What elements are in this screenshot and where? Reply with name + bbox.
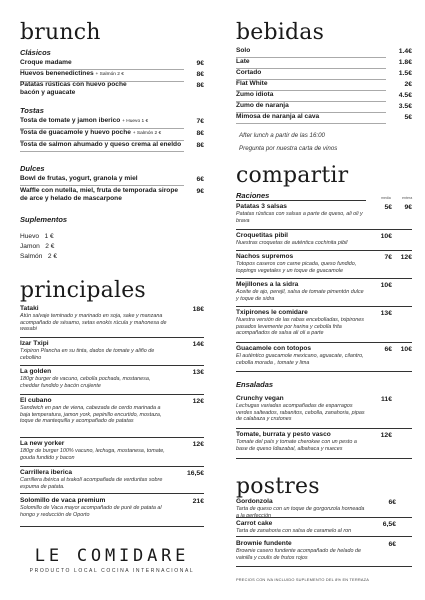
menu-item xyxy=(20,70,184,82)
menu-item xyxy=(236,498,366,519)
raciones-label: Raciones xyxy=(236,191,270,200)
item-price-half: 13€ xyxy=(380,310,392,317)
item-price-half: 10€ xyxy=(380,282,392,289)
item-supplement: + Huevo 1 € xyxy=(122,119,149,124)
item-name: Brownie fundente xyxy=(236,540,292,547)
menu-item xyxy=(236,47,386,58)
item-name: La new yorker xyxy=(20,440,65,447)
menu-item xyxy=(236,69,386,80)
item-name: Guacamole con totopos xyxy=(236,345,312,352)
item-name: Flat White xyxy=(236,80,268,87)
item-price-half: 6€ xyxy=(384,346,392,353)
menu-item xyxy=(20,340,170,361)
item-name: Patatas 3 salsas xyxy=(236,203,287,210)
item-price: 13€ xyxy=(192,369,204,376)
item-description: El auténtico guacamole mexicano, aguacate, cilantro, cebolla morada , tomate y lima xyxy=(236,353,364,366)
item-price-full: 12€ xyxy=(400,254,412,261)
item-price: 12€ xyxy=(192,398,204,405)
item-name: Waffle con nutella, miel, fruta de temporada sirope de arce y helado de mascarpone xyxy=(20,187,179,203)
divider xyxy=(236,458,412,459)
item-name: Carrot cake xyxy=(236,520,273,527)
item-name: Zumo de naranja xyxy=(236,102,289,109)
item-name: Mimosa de naranja al cava xyxy=(236,113,320,120)
menu-item xyxy=(236,540,366,561)
menu-item xyxy=(20,368,170,389)
item-price: 16,5€ xyxy=(186,470,204,477)
menu-item xyxy=(20,497,170,518)
item-name: Patatas rústicas con huevo poche bacón y aguacate xyxy=(20,81,127,97)
item-name: El cubano xyxy=(20,397,52,404)
divider xyxy=(20,493,204,494)
item-name: Mejillones a la sidra xyxy=(236,281,299,288)
brand-logo: LE COMIDARE xyxy=(34,546,190,566)
divider xyxy=(20,337,204,338)
item-supplement: + Salmón 2 € xyxy=(95,72,124,77)
menu-item xyxy=(20,59,184,70)
item-description: Aceite de ajo, perejil, salsa de tomate pimentón dulce y toque de sidra xyxy=(236,289,364,302)
item-name: Crunchy vegan xyxy=(236,395,284,402)
item-price: 5€ xyxy=(404,114,412,121)
item-price: 11€ xyxy=(381,396,392,403)
menu-item xyxy=(20,469,170,490)
item-name: Croquetitas pibil xyxy=(236,232,289,239)
item-description: Nuestra versión de las rabas encebolladas, txipirones pasados levemente por harina y cebolla frita acompañados de salsa ali oli a parte xyxy=(236,317,364,336)
menu-item xyxy=(236,102,386,113)
item-price: 12€ xyxy=(380,432,392,439)
item-name: Izar Txipi xyxy=(20,340,49,347)
item-price: 12€ xyxy=(192,441,204,448)
menu-item xyxy=(236,395,366,422)
item-price-full: 9€ xyxy=(404,204,412,211)
menu-item xyxy=(236,203,364,224)
menu-item xyxy=(236,113,386,124)
item-name: Cortado xyxy=(236,69,262,76)
suplementos-label: Suplementos xyxy=(20,215,68,224)
principales-title: principales xyxy=(20,278,146,303)
menu-item xyxy=(236,253,364,274)
item-description: Tarta de queso con un toque de gorgonzola horneada a la perfección xyxy=(236,506,365,519)
divider xyxy=(20,365,204,366)
item-price: 6€ xyxy=(388,541,396,548)
clasicos-label: Clásicos xyxy=(20,48,51,57)
item-description: Txipiron Plancha en su tinta, dados de tomate y aliño de cebollino xyxy=(20,348,155,361)
item-name: Nachos supremos xyxy=(236,253,294,260)
item-price: 9€ xyxy=(196,60,204,67)
menu-item xyxy=(20,117,184,129)
item-price: 9€ xyxy=(196,188,204,195)
size-half-header: media xyxy=(381,196,391,200)
divider xyxy=(236,306,412,307)
menu-item xyxy=(20,397,170,424)
item-description: Solomillo de Vaca mayor acompañado de puré de patata al hongo y reducción de Oporto xyxy=(20,505,162,518)
ensaladas-label: Ensaladas xyxy=(236,380,274,389)
item-price: 8€ xyxy=(196,130,204,137)
menu-item xyxy=(20,81,130,97)
item-price: 1.5€ xyxy=(398,70,412,77)
divider xyxy=(236,371,412,372)
raciones-underline xyxy=(236,200,366,201)
item-name: Bowl de frutas, yogurt, granola y miel xyxy=(20,175,138,182)
item-description: Sandwich en pan de viena, cabezada de cerdo marinada a baja temperatura, jamon york, pepinillo encurtido, mostaza, toque de mantequilla y acompañado de patatas xyxy=(20,405,162,424)
item-price: 6,5€ xyxy=(382,521,396,528)
item-description: Lechugas variadas acompañadas de esparragos verdes salteados, rabanitos, cebolla, zanahoria, pipas de calabaza y crutones xyxy=(236,403,365,422)
item-description: Carrillera ibérica al txakolí acompañada de verduritas sobre espuma de patata. xyxy=(20,477,163,490)
divider xyxy=(20,437,204,438)
brand-tagline: PRODUCTO LOCAL COCINA INTERNACIONAL xyxy=(29,568,195,574)
divider xyxy=(236,517,412,518)
item-price-half: 10€ xyxy=(380,233,392,240)
divider xyxy=(236,536,412,537)
postres-title: postres xyxy=(236,474,320,499)
item-price: 2€ xyxy=(404,81,412,88)
menu-item xyxy=(236,281,364,302)
menu-item xyxy=(236,80,386,91)
item-description: 180gr de burger 100% vacuno, lechuga, mostanesa, tomate, gouda fundido y bacon xyxy=(20,448,165,461)
divider xyxy=(20,466,204,467)
menu-item xyxy=(20,305,170,332)
menu-item xyxy=(236,309,364,336)
divider xyxy=(20,526,204,527)
item-price-half: 5€ xyxy=(384,204,392,211)
menu-item xyxy=(236,520,366,535)
item-price: 3.5€ xyxy=(398,103,412,110)
item-name: Late xyxy=(236,58,250,65)
supplement-item xyxy=(20,253,100,261)
menu-item xyxy=(236,232,364,247)
compartir-title: compartir xyxy=(236,163,349,188)
item-price: 14€ xyxy=(192,341,204,348)
supplement-item xyxy=(20,243,100,251)
item-description: Tomate del país y tomate cherokee con un pesto a base de queso Idiazabal, albahaca y nueces xyxy=(236,439,357,452)
item-price: 6€ xyxy=(196,176,204,183)
menu-item xyxy=(20,129,184,141)
size-full-header: entera xyxy=(402,196,413,200)
item-supplement: + Salmón 2 € xyxy=(132,131,162,136)
menu-item xyxy=(20,175,184,186)
item-name: Solomillo de vaca premium xyxy=(20,497,106,504)
item-price: 18€ xyxy=(192,306,204,313)
item-description: Atún salvaje teminado y marinado en soja, sake y manzana acompañado de sésamo, setas enokis rúcula y mahonesa de wasabi xyxy=(20,313,167,332)
item-price: 8€ xyxy=(196,142,204,149)
item-name: Solo xyxy=(236,47,251,54)
item-price: 8€ xyxy=(196,82,204,89)
divider xyxy=(20,394,204,395)
tostas-label: Tostas xyxy=(20,106,44,115)
menu-item xyxy=(236,431,366,452)
item-description: Tarta de zanahoria con salsa de caramelo al ron xyxy=(236,528,352,535)
divider xyxy=(236,229,412,230)
price-footnote: PRECIOS CON IVA INCLUIDO SUPLEMENTO DEL 8% EN TERRAZA xyxy=(236,577,370,582)
item-name: Tosta de salmon ahumado y queso crema al eneldo xyxy=(20,141,182,148)
item-price: 8€ xyxy=(196,71,204,78)
item-price: 21€ xyxy=(192,498,204,505)
item-name: Croque madame xyxy=(20,59,72,66)
item-name: Txipirones le comidare xyxy=(236,309,308,316)
menu-item xyxy=(20,440,170,461)
item-price: 4.5€ xyxy=(398,92,412,99)
divider xyxy=(236,566,412,567)
item-name: Tataki xyxy=(20,305,39,312)
wine-note: Pregunta por nuestra carta de vinos xyxy=(239,145,338,152)
item-description: Patatas rústicas con salsas a parte de queso, ali oli y brava xyxy=(236,211,363,224)
item-description: Totopos caseros con carne picada, queso fundido, toppings vegetales y un toque de guacamole xyxy=(236,261,357,274)
item-price: 6€ xyxy=(388,499,396,506)
supplement-ham: Jamon 2 € xyxy=(20,243,55,250)
menu-item xyxy=(236,58,386,69)
divider xyxy=(236,428,412,429)
divider xyxy=(236,278,412,279)
bebidas-title: bebidas xyxy=(236,20,325,45)
brand-block xyxy=(20,546,204,574)
supplement-item xyxy=(20,233,100,241)
brunch-title: brunch xyxy=(20,20,101,45)
item-price: 7€ xyxy=(196,118,204,125)
item-price: 1.8€ xyxy=(398,59,412,66)
menu-item xyxy=(236,345,364,366)
supplement-egg: Huevo 1 € xyxy=(20,233,54,240)
item-name: Gordonzola xyxy=(236,498,273,505)
item-description: Brownie casero fundente acompañado de helado de vainilla y coulis de frutos rojos xyxy=(236,548,361,561)
item-price-full: 10€ xyxy=(400,346,412,353)
item-name: Tosta de guacamole y huevo poche + Salmón 2 € xyxy=(20,129,162,136)
divider xyxy=(236,250,412,251)
item-description: 180gr burger de vacuno, cebolla pochada, mostanesa, cheddar fundido y bacón crujiente xyxy=(20,376,151,389)
item-name: Zumo idiota xyxy=(236,91,274,98)
item-name: Tomate, burrata y pesto vasco xyxy=(236,431,331,438)
after-lunch-note: After lunch a partir de las 16:00 xyxy=(239,132,325,139)
menu-item xyxy=(20,187,180,203)
supplement-salmon: Salmón 2 € xyxy=(20,253,58,260)
item-name: Carrillera iberica xyxy=(20,469,73,476)
menu-item xyxy=(20,141,184,152)
dulces-label: Dulces xyxy=(20,164,45,173)
item-price-half: 7€ xyxy=(384,254,392,261)
item-name: La golden xyxy=(20,368,52,375)
item-price: 1.4€ xyxy=(398,48,412,55)
divider xyxy=(236,342,412,343)
item-name: Huevos benenedictines + Salmón 2 € xyxy=(20,70,124,77)
item-description: Nuestras croquetas de auténtica cochinita pibil xyxy=(236,240,348,247)
menu-item xyxy=(236,91,386,102)
item-name: Tosta de tomate y jamon iberico + Huevo 1 € xyxy=(20,117,149,124)
